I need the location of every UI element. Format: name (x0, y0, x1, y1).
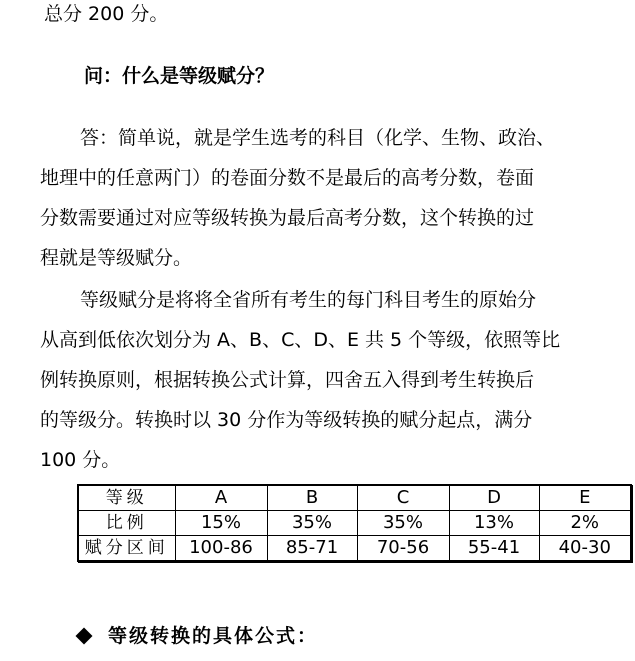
formula-bullet-text: 等级转换的具体公式： (108, 625, 319, 647)
grade-conversion-table (77, 484, 632, 562)
table-cell: 等级 (78, 485, 175, 511)
answer-line-3: 分数需要通过对应等级转换为最后高考分数，这个转换的过 (40, 207, 535, 229)
table-cell: 35% (267, 511, 357, 536)
table-header-row (78, 485, 631, 511)
table-cell: B (267, 485, 357, 511)
table-cell: 2% (539, 511, 631, 536)
answer-line-4: 程就是等级赋分。 (40, 247, 193, 269)
table-row (78, 511, 631, 536)
table-cell: 15% (175, 511, 267, 536)
question-heading: 问：什么是等级赋分？ (84, 65, 275, 87)
diamond-bullet-icon (76, 627, 93, 644)
table-cell: 100-86 (175, 536, 267, 562)
table-cell: A (175, 485, 267, 511)
table-cell: 85-71 (267, 536, 357, 562)
answer-line-2: 地理中的任意两门）的卷面分数不是最后的高考分数，卷面 (40, 167, 535, 189)
total-score-line: 总分 200 分。 (44, 3, 169, 25)
paragraph2-line-2: 从高到低依次划分为 A、B、C、D、E 共 5 个等级，依照等比 (40, 329, 561, 351)
table-row (78, 536, 631, 562)
formula-bullet (74, 624, 318, 648)
table-cell: 70-56 (357, 536, 449, 562)
table-cell: E (539, 485, 631, 511)
table-cell: C (357, 485, 449, 511)
table-cell: 13% (449, 511, 539, 536)
paragraph2-line-4: 的等级分。转换时以 30 分作为等级转换的赋分起点，满分 (40, 409, 533, 431)
table-cell: 35% (357, 511, 449, 536)
table-cell: 40-30 (539, 536, 631, 562)
paragraph2-line-5: 100 分。 (40, 449, 121, 471)
table-cell: 55-41 (449, 536, 539, 562)
paragraph2-line-1: 等级赋分是将将全省所有考生的每门科目考生的原始分 (80, 289, 537, 311)
table-cell: 赋分区间 (78, 536, 175, 562)
paragraph2-line-3: 例转换原则，根据转换公式计算，四舍五入得到考生转换后 (40, 369, 535, 391)
answer-line-1: 答：简单说，就是学生选考的科目（化学、生物、政治、 (80, 127, 556, 149)
table-cell: D (449, 485, 539, 511)
table-cell: 比例 (78, 511, 175, 536)
